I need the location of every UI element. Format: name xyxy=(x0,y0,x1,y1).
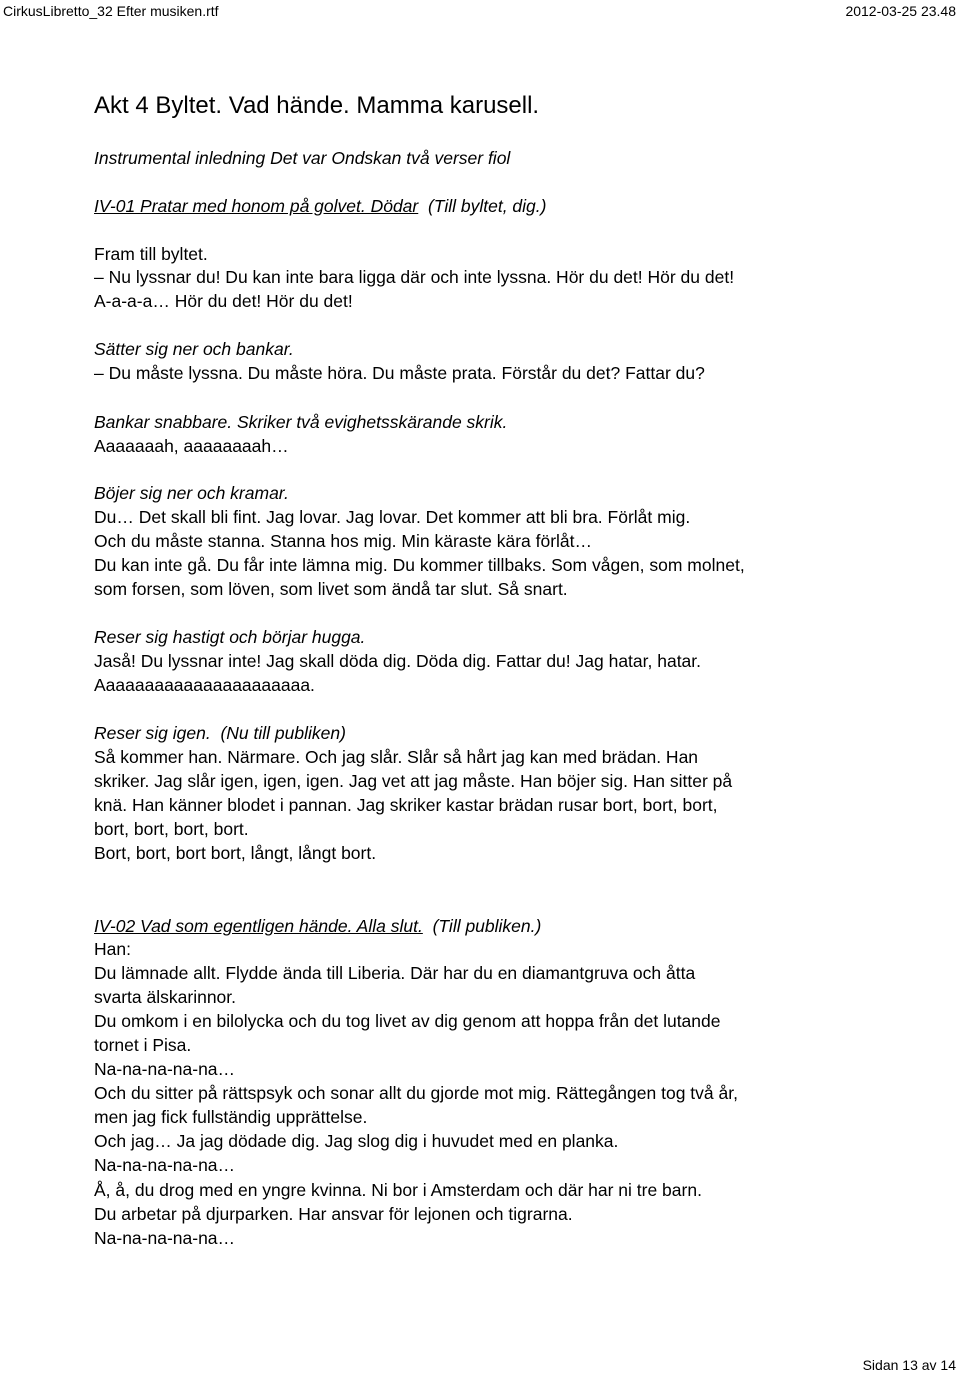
header-filename: CirkusLibretto_32 Efter musiken.rtf xyxy=(3,3,219,19)
text-line: Na-na-na-na-na… xyxy=(94,1228,236,1248)
text-line: tornet i Pisa. xyxy=(94,1035,192,1055)
text-line: bort, bort, bort, bort. xyxy=(94,819,249,839)
text-line: Na-na-na-na-na… xyxy=(94,1155,236,1175)
text-line: Fram till byltet. xyxy=(94,244,208,264)
page-number: Sidan 13 av 14 xyxy=(862,1357,956,1373)
stage-direction: Sätter sig ner och bankar. xyxy=(94,339,294,359)
text-line: som forsen, som löven, som livet som ändå tar slut. Så snart. xyxy=(94,579,568,599)
section-iv01-title: IV-01 Pratar med honom på golvet. Dödar xyxy=(94,196,419,216)
text-line: Aaaaaaaaaaaaaaaaaaaaaa. xyxy=(94,675,315,695)
text-line: Du omkom i en bilolycka och du tog livet av dig genom att hoppa från det lutande xyxy=(94,1011,721,1031)
speaker-label: Han: xyxy=(94,939,131,959)
text-line: Du lämnade allt. Flydde ända till Liberia. Där har du en diamantgruva och åtta xyxy=(94,963,696,983)
text-line: Och jag… Ja jag dödade dig. Jag slog dig i huvudet med en planka. xyxy=(94,1131,619,1151)
section-iv01-heading xyxy=(94,194,546,218)
text-line: Bort, bort, bort bort, långt, långt bort. xyxy=(94,843,377,863)
stage-direction-line xyxy=(94,721,346,745)
text-line: svarta älskarinnor. xyxy=(94,987,237,1007)
stage-direction: Reser sig igen. xyxy=(94,723,211,743)
text-line: – Du måste lyssna. Du måste höra. Du måste prata. Förstår du det? Fattar du? xyxy=(94,363,705,383)
text-line: Aaaaaaah, aaaaaaaah… xyxy=(94,436,289,456)
text-line: skriker. Jag slår igen, igen, igen. Jag vet att jag måste. Han böjer sig. Han sitter på xyxy=(94,771,733,791)
stage-direction: Bankar snabbare. Skriker två evighetsskärande skrik. xyxy=(94,412,508,432)
text-line: Å, å, du drog med en yngre kvinna. Ni bor i Amsterdam och där har ni tre barn. xyxy=(94,1180,702,1200)
text-line: Och du sitter på rättspsyk och sonar allt du gjorde mot mig. Rättegången tog två år, xyxy=(94,1083,738,1103)
section-iv02-title: IV-02 Vad som egentligen hände. Alla slut. xyxy=(94,916,423,936)
section-iv02-heading xyxy=(94,914,541,938)
text-line: men jag fick fullständig upprättelse. xyxy=(94,1107,368,1127)
text-line: A-a-a-a… Hör du det! Hör du det! xyxy=(94,291,353,311)
text-line: Jaså! Du lyssnar inte! Jag skall döda dig. Döda dig. Fattar du! Jag hatar, hatar. xyxy=(94,651,702,671)
act-title: Akt 4 Byltet. Vad hände. Mamma karusell. xyxy=(94,92,540,119)
section-iv01-note: (Till byltet, dig.) xyxy=(427,196,547,216)
stage-direction-note: (Nu till publiken) xyxy=(220,723,346,743)
stage-direction: Böjer sig ner och kramar. xyxy=(94,483,289,503)
section-iv02-note: (Till publiken.) xyxy=(432,916,542,936)
text-line: Na-na-na-na-na… xyxy=(94,1059,236,1079)
stage-direction: Reser sig hastigt och börjar hugga. xyxy=(94,627,366,647)
text-line: Så kommer han. Närmare. Och jag slår. Slår så hårt jag kan med brädan. Han xyxy=(94,747,699,767)
text-line: Du… Det skall bli fint. Jag lovar. Jag lovar. Det kommer att bli bra. Förlåt mig. xyxy=(94,507,691,527)
text-line: Och du måste stanna. Stanna hos mig. Min käraste kära förlåt… xyxy=(94,531,593,551)
header-datetime: 2012-03-25 23.48 xyxy=(845,3,956,19)
text-line: – Nu lyssnar du! Du kan inte bara ligga där och inte lyssna. Hör du det! Hör du det! xyxy=(94,267,735,287)
instrumental-note: Instrumental inledning Det var Ondskan två verser fiol xyxy=(94,148,511,168)
text-line: Du arbetar på djurparken. Har ansvar för lejonen och tigrarna. xyxy=(94,1204,573,1224)
page-header xyxy=(0,0,960,22)
text-line: knä. Han känner blodet i pannan. Jag skriker kastar brädan rusar bort, bort, bort, xyxy=(94,795,718,815)
text-line: Du kan inte gå. Du får inte lämna mig. Du kommer tillbaks. Som vågen, som molnet, xyxy=(94,555,745,575)
